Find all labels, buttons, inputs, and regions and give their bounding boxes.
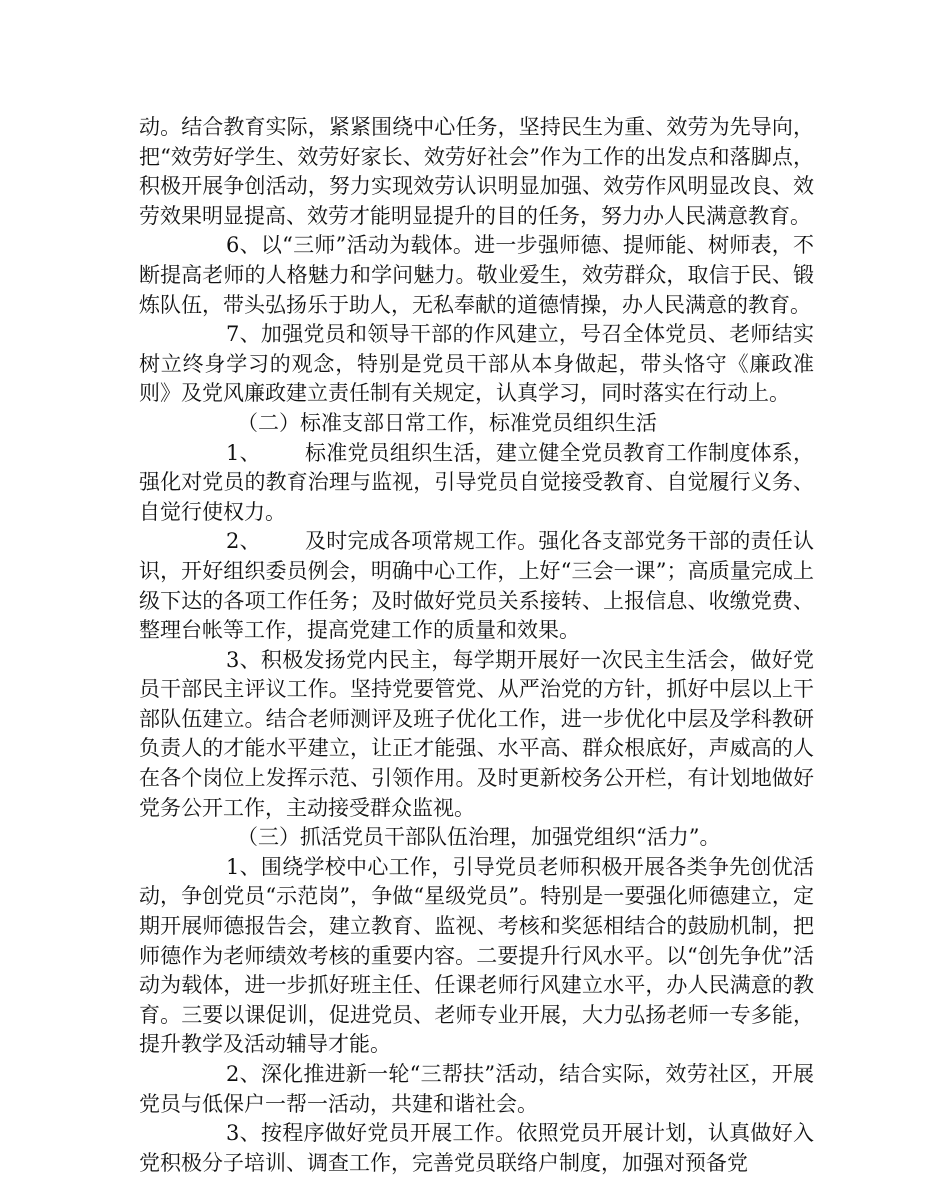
item-number: 2、 [226,529,261,554]
section-heading-3: （三）抓活党员干部队伍治理，加强党组织“活力”。 [237,825,721,850]
document-page [139,113,814,1178]
item-number: 1、 [226,440,261,465]
item-text: 标准党员组织生活，建立健全党员教育工作制度体系，强化对党员的教育治理与监视，引导党员自觉接受教育、自觉履行义务、自觉行使权力。 [139,440,814,524]
section-heading-2: （二）标准支部日常工作，标准党员组织生活 [237,410,657,435]
paragraph-item-1-section-2 [139,439,814,528]
paragraph-item-7: 7、加强党员和领导干部的作风建立，号召全体党员、老师结实树立终身学习的观念，特别是党员干部从本身做起，带头恪守《廉政准则》及党风廉政建立责任制有关规定，认真学习，同时落实在行动上。 [139,322,814,406]
paragraph-item-2-section-2 [139,527,814,645]
paragraph-item-3-section-2: 3、积极发扬党内民主，每学期开展好一次民主生活会，做好党员干部民主评议工作。坚持党要管党、从严治党的方针，抓好中层以上干部队伍建立。结合老师测评及班子优化工作，进一步优化中层及学科教研负责人的才能水平建立，让正才能强、水平高、群众根底好，声威高的人在各个岗位上发挥示范、引领作用。及时更新校务公开栏，有计划地做好党务公开工作，主动接受群众监视。 [139,647,814,820]
paragraph-continuation: 动。结合教育实际，紧紧围绕中心任务，坚持民生为重、效劳为先导向，把“效劳好学生、效劳好家长、效劳好社会”作为工作的出发点和落脚点，积极开展争创活动，努力实现效劳认识明显加强、效劳作风明显改良、效劳效果明显提高、效劳才能明显提升的目的任务，努力办人民满意教育。 [139,115,814,228]
paragraph-item-2-section-3: 2、深化推进新一轮“三帮扶”活动，结合实际，效劳社区，开展党员与低保户一帮一活动，共建和谐社会。 [139,1062,814,1116]
item-text: 及时完成各项常规工作。强化各支部党务干部的责任认识，开好组织委员例会，明确中心工作，上好“三会一课”；高质量完成上级下达的各项工作任务；及时做好党员关系接转、上报信息、收缴党费、整理台帐等工作，提高党建工作的质量和效果。 [139,529,814,643]
paragraph-item-3-section-3: 3、按程序做好党员开展工作。依照党员开展计划，认真做好入党积极分子培训、调查工作，完善党员联络户制度，加强对预备党 [139,1121,814,1175]
paragraph-item-6: 6、以“三师”活动为载体。进一步强师德、提师能、树师表，不断提高老师的人格魅力和学问魅力。敬业爱生，效劳群众，取信于民、锻炼队伍，带头弘扬乐于助人，无私奉献的道德情操，办人民满意的教育。 [139,233,814,317]
paragraph-item-1-section-3: 1、围绕学校中心工作，引导党员老师积极开展各类争先创优活动，争创党员“示范岗”，争做“星级党员”。特别是一要强化师德建立，定期开展师德报告会，建立教育、监视、考核和奖惩相结合的鼓励机制，把师德作为老师绩效考核的重要内容。二要提升行风水平。以“创先争优”活动为载体，进一步抓好班主任、任课老师行风建立水平，办人民满意的教育。三要以课促训，促进党员、老师专业开展，大力弘扬老师一专多能，提升教学及活动辅导才能。 [139,854,814,1057]
